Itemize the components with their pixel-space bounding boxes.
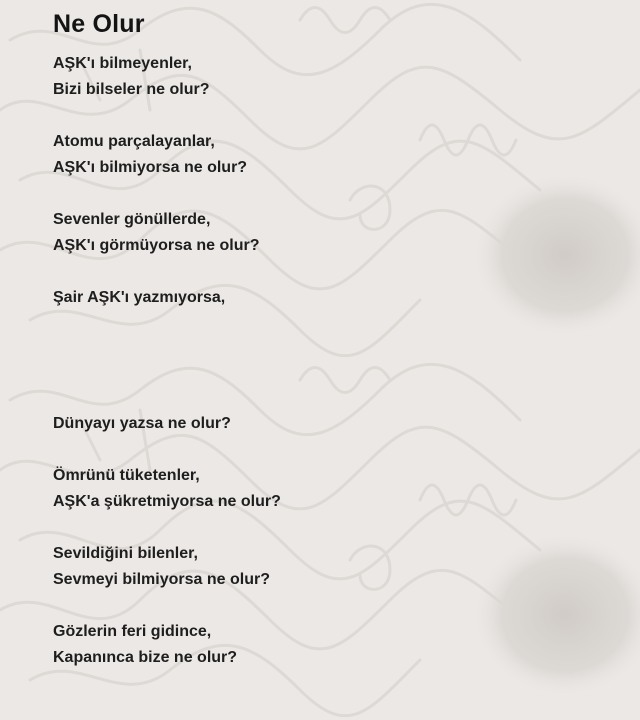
poem-line: Sevmeyi bilmiyorsa ne olur? [53, 571, 270, 588]
poem-line: AŞK'ı görmüyorsa ne olur? [53, 237, 260, 254]
poem-panel-bottom [0, 360, 640, 720]
poem-line: Gözlerin feri gidince, [53, 623, 212, 640]
poem-title: Ne Olur [53, 10, 145, 38]
poem-line: Sevenler gönüllerde, [53, 211, 211, 228]
poem-line: Sevildiğini bilenler, [53, 545, 198, 562]
poem-line: Dünyayı yazsa ne olur? [53, 415, 231, 432]
poem-line: Ömrünü tüketenler, [53, 467, 200, 484]
poem-line: Kapanınca bize ne olur? [53, 649, 238, 666]
poem-line: Atomu parçalayanlar, [53, 133, 215, 150]
poem-line: Bizi bilseler ne olur? [53, 81, 210, 98]
poem-line: AŞK'ı bilmeyenler, [53, 55, 192, 72]
poem-line: AŞK'ı bilmiyorsa ne olur? [53, 159, 248, 176]
poem-line: AŞK'a şükretmiyorsa ne olur? [53, 493, 281, 510]
poem-line: Şair AŞK'ı yazmıyorsa, [53, 289, 226, 306]
